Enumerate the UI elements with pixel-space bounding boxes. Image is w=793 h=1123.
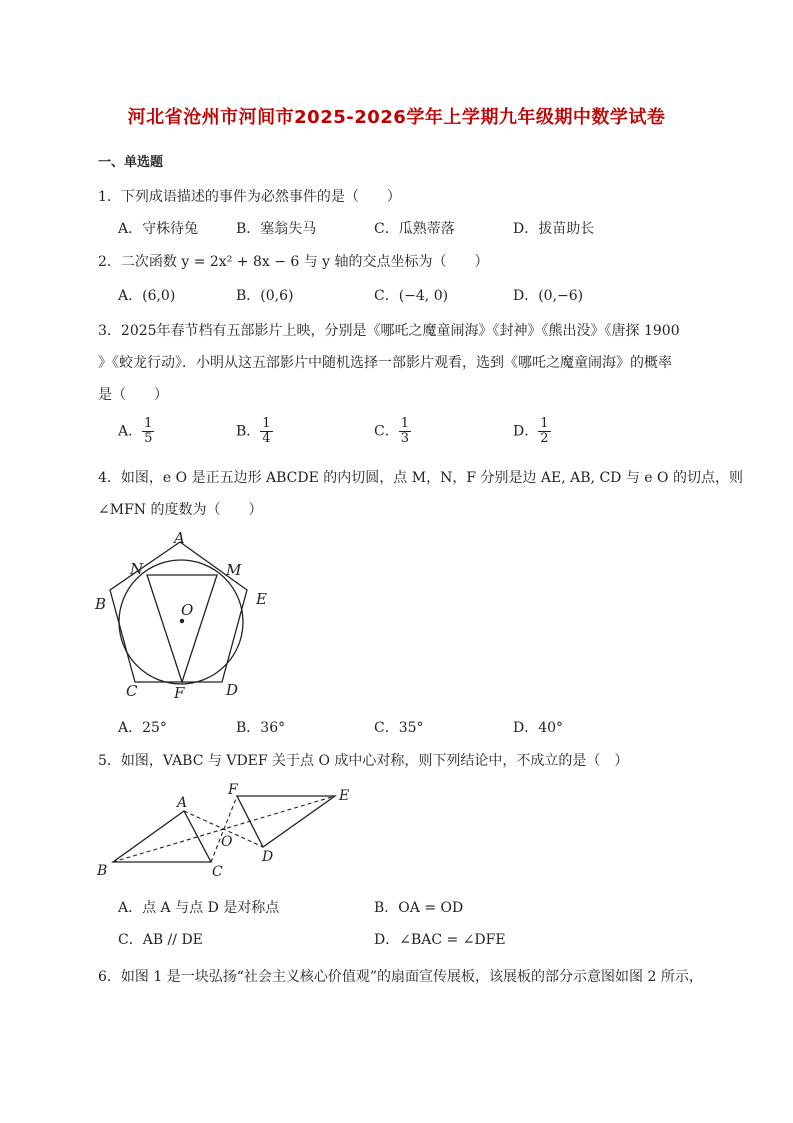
fraction	[260, 417, 272, 446]
label-a: A	[174, 530, 185, 547]
label-b: B	[95, 595, 107, 613]
q2-option-a[interactable]: A．(6,0)	[118, 288, 176, 304]
q2-option-b[interactable]: B．(0,6)	[236, 288, 294, 304]
fraction	[142, 417, 154, 446]
question-2-stem: 2．二次函数 y = 2x² + 8x − 6 与 y 轴的交点坐标为（ ）	[98, 254, 489, 270]
label-d: D	[262, 849, 274, 865]
fraction-numerator: 1	[262, 416, 271, 431]
option-letter: B．	[236, 423, 261, 440]
q5-option-d[interactable]: D．∠BAC = ∠DFE	[374, 932, 506, 948]
central-symmetry-figure	[90, 778, 370, 878]
q3-option-d[interactable]	[513, 417, 551, 446]
fraction-numerator: 1	[540, 416, 549, 431]
fraction-denominator: 3	[400, 431, 409, 446]
q4-option-c[interactable]: C．35°	[374, 720, 424, 736]
q2-option-c[interactable]: C．(−4, 0)	[374, 288, 449, 304]
question-4-line-2: ∠MFN 的度数为（ ）	[98, 502, 263, 518]
option-letter: A．	[118, 423, 143, 440]
question-4-line-1: 4．如图，e O 是正五边形 ABCDE 的内切圆，点 M，N，F 分别是边 AE, AB, CD 与 e O 的切点，则	[98, 470, 743, 486]
fraction-numerator: 1	[144, 416, 153, 431]
triangle-mfn	[147, 575, 217, 682]
option-letter: D．	[513, 423, 539, 440]
question-3-line-3: 是（ ）	[98, 387, 168, 403]
label-o: O	[221, 834, 233, 850]
q5-option-b[interactable]: B．OA = OD	[374, 900, 464, 916]
segment-cf	[211, 796, 237, 862]
label-f: F	[174, 684, 185, 702]
q5-option-a[interactable]: A．点 A 与点 D 是对称点	[118, 900, 280, 916]
triangle-def	[237, 796, 335, 847]
q5-option-c[interactable]: C．AB // DE	[118, 932, 203, 948]
question-1-stem: 1．下列成语描述的事件为必然事件的是（ ）	[98, 189, 401, 205]
q1-option-b[interactable]: B．塞翁失马	[236, 221, 317, 237]
label-a: A	[177, 795, 188, 811]
q4-option-b[interactable]: B．36°	[236, 720, 286, 736]
question-5-stem: 5．如图，VABC 与 VDEF 关于点 O 成中心对称，则下列结论中，不成立的是（ ）	[98, 753, 629, 769]
q1-option-a[interactable]: A．守株待兔	[118, 221, 199, 237]
q3-option-a[interactable]	[118, 417, 154, 446]
label-f: F	[228, 782, 238, 798]
fraction	[399, 417, 411, 446]
pentagon-incircle-figure	[90, 530, 290, 705]
section-heading: 一、单选题	[98, 155, 164, 170]
question-3-line-1: 3．2025年春节档有五部影片上映，分别是《哪吒之魔童闹海》《封神》《熊出没》《唐探 1900	[98, 323, 680, 339]
label-e: E	[256, 590, 267, 608]
option-letter: C．	[374, 423, 399, 440]
label-o: O	[181, 601, 194, 619]
page-title: 河北省沧州市河间市2025-2026学年上学期九年级期中数学试卷	[127, 107, 666, 128]
center-point-o	[180, 619, 184, 623]
q3-option-c[interactable]	[374, 417, 411, 446]
label-m: M	[226, 561, 242, 579]
q4-option-a[interactable]: A．25°	[118, 720, 167, 736]
q2-option-d[interactable]: D．(0,−6)	[513, 288, 584, 304]
label-e: E	[339, 788, 350, 804]
question-3-line-2: 》《蛟龙行动》．小明从这五部影片中随机选择一部影片观看，选到《哪吒之魔童闹海》的概率	[98, 355, 672, 371]
q1-option-d[interactable]: D．拔苗助长	[513, 221, 595, 237]
fraction-numerator: 1	[400, 416, 409, 431]
fraction-denominator: 2	[540, 431, 549, 446]
label-d: D	[226, 681, 239, 699]
fraction-denominator: 4	[262, 431, 271, 446]
label-c: C	[212, 864, 223, 878]
fraction-denominator: 5	[144, 431, 153, 446]
fraction	[538, 417, 550, 446]
q4-option-d[interactable]: D．40°	[513, 720, 564, 736]
label-b: B	[97, 863, 108, 878]
q1-option-c[interactable]: C．瓜熟蒂落	[374, 221, 455, 237]
question-6-stem: 6．如图 1 是一块弘扬“社会主义核心价值观”的扇面宣传展板，该展板的部分示意图如图 2 所示，	[98, 969, 703, 985]
triangle-abc	[113, 811, 211, 862]
label-n: N	[130, 560, 144, 578]
q3-option-b[interactable]	[236, 417, 273, 446]
label-c: C	[126, 682, 138, 700]
